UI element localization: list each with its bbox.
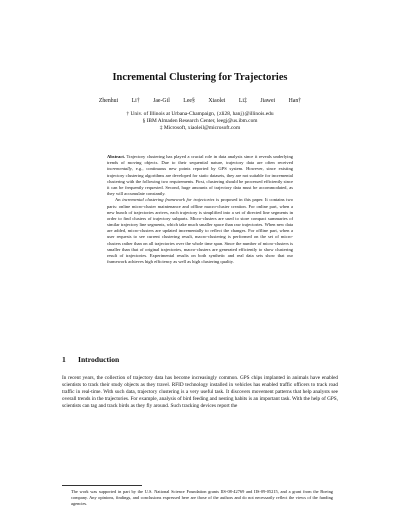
section-number: 1 — [62, 355, 66, 364]
section-title: Introduction — [78, 355, 120, 364]
paper-title: Incremental Clustering for Trajectories — [112, 72, 288, 83]
footnote-text: The work was supported in part by the U.S. National Science Foundation grants IIS-08-42769 and IIS-09-05215, and a grant from the Boeing company. Any opinions, findings, and conclusions expressed here are those of the authors and do not necessarily reflect the views of the funding agencies. — [71, 489, 333, 507]
abstract-paragraph-2 — [107, 197, 293, 265]
abstract-text: , e.g., continuous new points reported by GPS system. However, since existing trajectory clustering algorithms are developed for static datasets, they are not suitable for incremental clustering with the following two requirements. First, clustering should be processed efficiently since it can be frequently requested. Second, huge amounts of trajectory data must be accommodated, as they will accumulate constantly. — [107, 166, 293, 197]
footnote — [71, 489, 333, 507]
abstract-paragraph-1 — [107, 154, 293, 197]
affiliation-uiuc: † Univ. of Illinois at Urbana-Champaign, {zli28, hanj}@illinois.edu — [126, 111, 274, 117]
abstract — [107, 154, 293, 265]
abstract-emphasis: incrementally — [107, 166, 132, 172]
affiliation-microsoft: ‡ Microsoft, xiaoleil@microsoft.com — [159, 125, 241, 131]
footnote-divider — [62, 485, 142, 486]
abstract-emphasis: incremental clustering framework for trajectories — [122, 197, 215, 203]
section-heading — [62, 355, 119, 364]
abstract-text: An — [115, 197, 121, 203]
abstract-label: Abstract. — [107, 154, 126, 159]
author-list: Zhenhui Li† Jae-Gil Lee§ Xiaolei Li‡ Jiawei Han† — [98, 98, 302, 104]
introduction-body — [62, 375, 338, 410]
introduction-paragraph: In recent years, the collection of trajectory data has become increasingly common. GPS chips implanted in animals have enabled scientists to track their study objects as they travel. RFID technology installed in vehicles has enabled traffic officers to track road traffic in real-time. With such data, trajectory clustering is a very useful task. It discovers movement patterns that help analysts see overall trends in the trajectories. For example, analysis of bird feeding and nesting habits is an important task. With the help of GPS, scientists can tag and track birds as they fly around. Such tracking devices report the — [62, 375, 338, 410]
abstract-text: Trajectory clustering has played a crucial role in data analysis since it reveals underlying trends of moving objects. Due to their sequential nature, trajectory data are often received — [107, 154, 293, 166]
abstract-text: is proposed in this paper. It contains two parts: online micro-cluster maintenance and offline macro-cluster creation. For online part, when a new bunch of trajectories arrives, each trajectory is simplified into a set of directed line segments in order to find clusters of trajectory subparts. Micro-clusters are used to store compact summaries of similar trajectory line segments, which take much smaller space than raw trajectories. When new data are added, micro-clusters are updated incrementally to reflect the changes. For offline part, when a user requests to see current clustering result, macro-clustering is performed on the set of micro-clusters rather than on all trajectories over the whole time span. Since the number of micro-clusters is smaller than that of original trajectories, macro-clusters are generated efficiently to show clustering result of trajectories. Experimental results on both synthetic and real data sets show that our framework achieves high efficiency as well as high clustering quality. — [107, 197, 294, 265]
affiliation-ibm: § IBM Almaden Research Center, leegj@us.ibm.com — [142, 118, 258, 124]
